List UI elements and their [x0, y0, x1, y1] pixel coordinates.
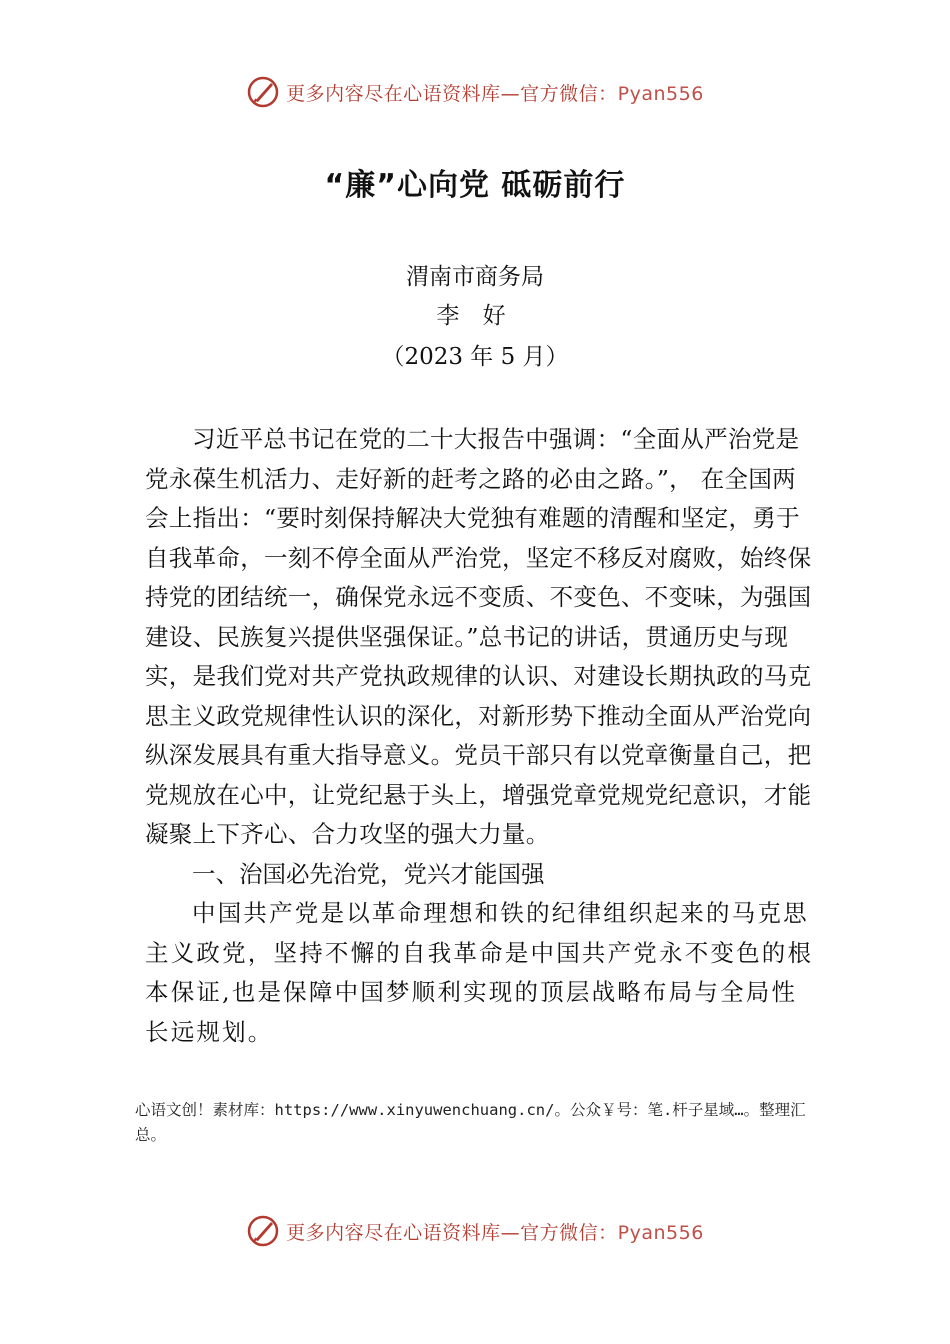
- paragraph-2: 中国共产党是以革命理想和铁的纪律组织起来的马克思主义政党，坚持不懈的自我革命是中国共产党永不变色的根本保证,也是保障中国梦顺利实现的顶层战略布局与全局性长远规划。: [145, 899, 814, 1046]
- header-banner: [0, 72, 950, 112]
- footer-banner: [0, 1211, 950, 1251]
- wechat-id: Pyan556: [617, 1221, 704, 1244]
- document-date: （2023 年 5 月）: [381, 344, 569, 370]
- author-organization: 渭南市商务局: [406, 264, 544, 290]
- section-heading-1: 一、治国必先治党，党兴才能国强: [192, 859, 545, 888]
- source-footnote: 心语文创！素材库：https://www.xinyuwenchuang.cn/。公众￥号：笔.杆子星域…。整理汇总。: [135, 1101, 806, 1144]
- author-name: 李 好: [436, 303, 514, 329]
- banner-text: 更多内容尽在心语资料库—官方微信：Pyan556: [286, 1221, 704, 1244]
- quill-logo-icon: [246, 75, 280, 109]
- wechat-id: Pyan556: [617, 82, 704, 105]
- banner-text: 更多内容尽在心语资料库—官方微信：Pyan556: [286, 82, 704, 105]
- document-body: [145, 420, 815, 1052]
- quill-logo-icon: [246, 1214, 280, 1248]
- paragraph-1: 习近平总书记在党的二十大报告中强调：“全面从严治党是党永葆生机活力、走好新的赶考之路的必由之路。”， 在全国两会上指出：“要时刻保持解决大党独有难题的清醒和坚定，勇于自我革命，一刻不停全面从严治党，坚定不移反对腐败，始终保持党的团结统一，确保党永远不变质、不变色、不变味，为强国建设、民族复兴提供坚强保证。”总书记的讲话，贯通历史与现实，是我们党对共产党执政规律的认识、对建设长期执政的马克思主义政党规律性认识的深化，对新形势下推动全面从严治党向纵深发展具有重大指导意义。党员干部只有以党章衡量自己，把党规放在心中，让党纪悬于头上，增强党章党规党纪意识，才能凝聚上下齐心、合力攻坚的强大力量。: [145, 425, 812, 848]
- document-title: “廉”心向党 砥砺前行: [324, 168, 626, 203]
